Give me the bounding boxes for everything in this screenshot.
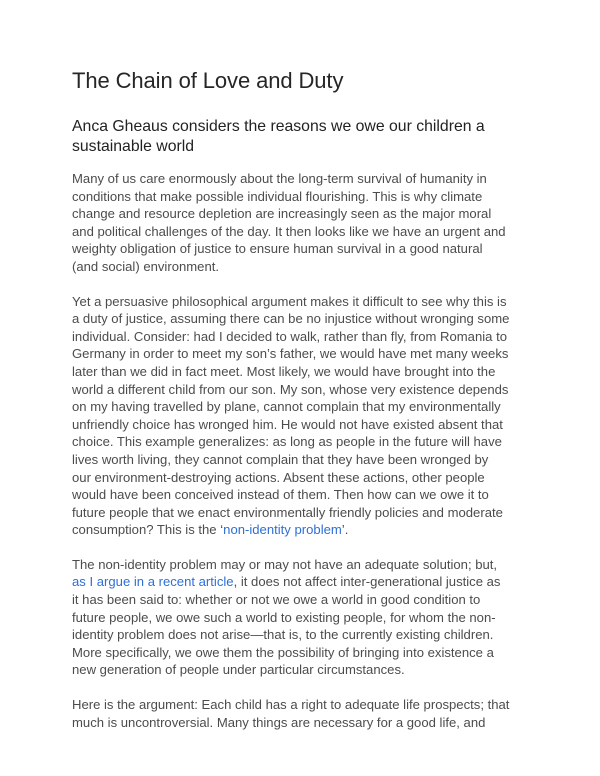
text-line: on my having travelled by plane, cannot complain that my environmentally [72,399,501,415]
recent-article-link[interactable]: as I argue in a recent article [72,574,234,590]
text-line: Germany in order to meet my son’s father, we would have met many weeks [72,346,509,362]
text-line: later than we did in fact meet. Most likely, we would have brought into the [72,363,496,379]
text-line: change and resource depletion are increasingly seen as the major moral [72,206,492,222]
non-identity-problem-link[interactable]: non-identity problem [223,522,342,538]
text-line: new generation of people under particular circumstances. [72,662,405,678]
text-line: future people, we owe such a world to existing people, for whom the non- [72,609,496,625]
paragraph-2 [72,293,542,539]
text-line [72,573,542,591]
text-line: lives worth living, they cannot complain that they have been wronged by [72,451,489,467]
text-line: world a different child from our son. My son, whose very existence depends [72,381,509,397]
text-line [72,521,542,539]
text-line: a duty of justice, assuming there can be no injustice without wronging some [72,311,510,327]
text-line: identity problem does not arise—that is, to the currently existing children. [72,627,494,643]
text-line: (and social) environment. [72,258,220,274]
paragraph-4 [72,696,542,731]
article-body [72,170,542,748]
paragraph-3 [72,556,542,679]
text-line: much is uncontroversial. Many things are necessary for a good life, and [72,714,486,730]
text-line: it has been said to: whether or not we owe a world in good condition to [72,592,481,608]
text-line: individual. Consider: had I decided to walk, rather than fly, from Romania to [72,328,507,344]
text-segment: ’. [341,522,349,538]
text-line: would have been conceived instead of them. Then how can we owe it to [72,487,489,503]
text-line: Many of us care enormously about the long-term survival of humanity in [72,171,487,186]
text-line: choice. This example generalizes: as long as people in the future will have [72,434,502,450]
paragraph-1 [72,170,542,276]
text-line: unfriendly choice has wronged him. He would not have existed absent that [72,416,503,432]
text-line: The non-identity problem may or may not have an adequate solution; but, [72,556,498,572]
article-title: The Chain of Love and Duty [72,68,344,93]
text-line: Yet a persuasive philosophical argument makes it difficult to see why this is [72,293,507,309]
text-line: More specifically, we owe them the possibility of bringing into existence a [72,644,494,660]
text-segment: consumption? This is the ‘ [72,522,224,538]
subtitle-line: Anca Gheaus considers the reasons we owe our children a [72,118,485,135]
text-line: future people that we enact environmentally friendly policies and moderate [72,504,503,520]
text-line: weighty obligation of justice to ensure human survival in a good natural [72,241,483,257]
text-line: Here is the argument: Each child has a right to adequate life prospects; that [72,697,510,713]
subtitle-line: sustainable world [72,138,195,155]
text-line: and political challenges of the day. It then looks like we have an urgent and [72,223,506,239]
article-subtitle [72,117,542,157]
text-segment: , it does not affect inter-generational justice as [233,574,501,590]
text-line: our environment-destroying actions. Absent these actions, other people [72,469,485,485]
text-line: conditions that make possible individual flourishing. This is why climate [72,188,483,204]
